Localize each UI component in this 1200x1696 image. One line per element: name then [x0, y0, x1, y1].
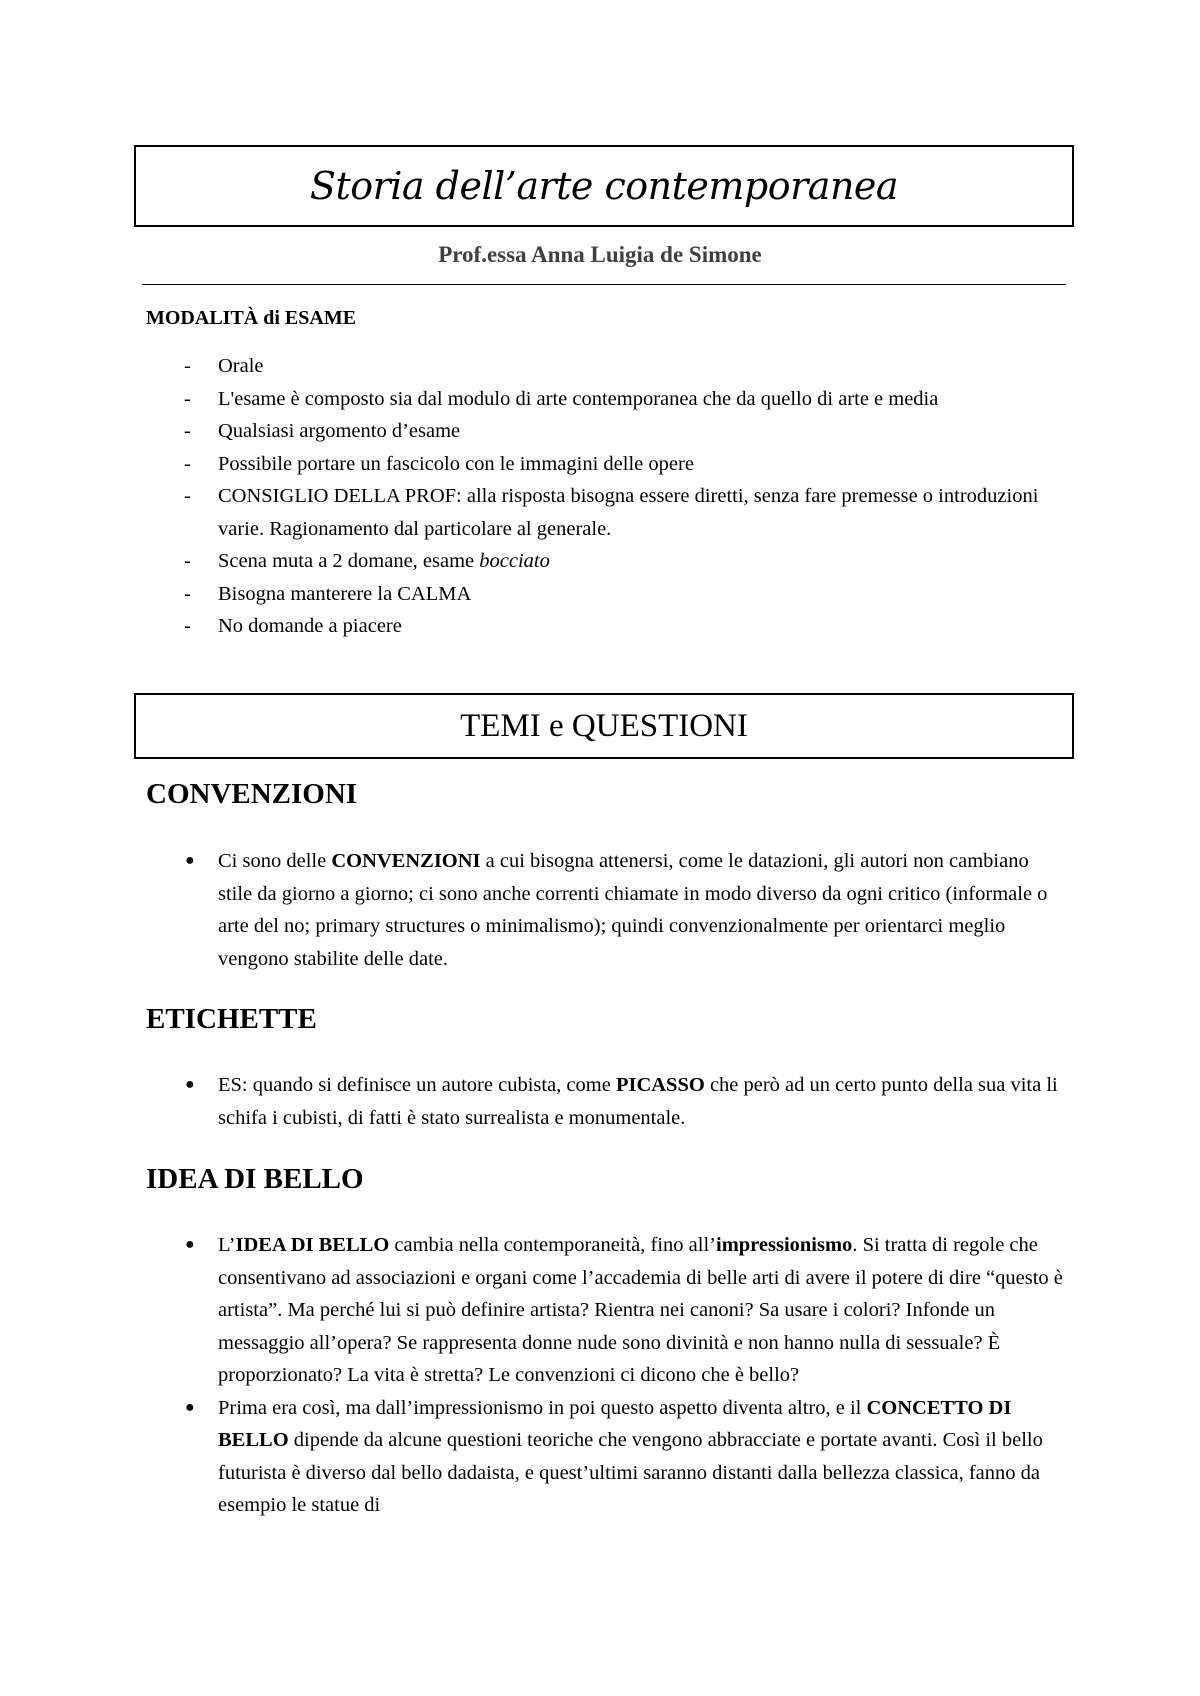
themes-box	[134, 693, 1074, 759]
section-title-etichette: ETICHETTE	[146, 1003, 317, 1035]
dash-marker: -	[184, 387, 191, 410]
bullet-item: ● L’IDEA DI BELLO cambia nella contemporaneità, fino all’impressionismo. Si tratta di regole che consentivano ad associazioni e organi come l’accademia di belle arti di avere il potere di dire “questo è artista”. Ma perché lui si può definire artista? Rientra nei canoni? Sa usare i colori? Infonde un messaggio all’opera? Se rappresenta donne nude sono divinità e non hanno nulla di sessuale? È proporzionato? La vita è stretta? Le convenzioni ci dicono che è bello?	[146, 1229, 1066, 1392]
bullet-marker: ●	[185, 1076, 195, 1093]
bullet-item: ● Prima era così, ma dall’impressionismo in poi questo aspetto diventa altro, e il CONCETTO DI BELLO dipende da alcune questioni teoriche che vengono abbracciate e portate avanti. Così il bello futurista è diverso dal bello dadaista, e quest’ultimi saranno distanti dalla bellezza classica, fanno da esempio le statue di	[146, 1392, 1066, 1522]
dash-marker: -	[184, 582, 191, 605]
exam-list	[146, 350, 1066, 643]
themes-heading: TEMI e QUESTIONI	[460, 707, 748, 744]
exam-item: - No domande a piacere	[146, 610, 1066, 643]
bullet-marker: ●	[185, 852, 195, 869]
italic-text: bocciato	[479, 550, 550, 572]
exam-heading: MODALITÀ di ESAME	[146, 307, 357, 329]
bullet-item: ● Ci sono delle CONVENZIONI a cui bisogna attenersi, come le datazioni, gli autori non cambiano stile da giorno a giorno; ci sono anche correnti chiamate in modo diverso da ogni critico (informale o arte del no; primary structures o minimalismo); quindi convenzionalmente per orientarci meglio vengono stabilite delle date.	[146, 845, 1066, 975]
exam-item: - CONSIGLIO DELLA PROF: alla risposta bisogna essere diretti, senza fare premesse o introduzioni varie. Ragionamento dal particolare al generale.	[146, 480, 1066, 545]
bold-text: CONVENZIONI	[331, 850, 481, 872]
bullet-item: ● ES: quando si definisce un autore cubista, come PICASSO che però ad un certo punto della sua vita li schifa i cubisti, di fatti è stato surrealista e monumentale.	[146, 1069, 1066, 1134]
dash-marker: -	[184, 615, 191, 637]
bullet-marker: ●	[185, 1236, 195, 1253]
section-title-idea-di-bello: IDEA DI BELLO	[146, 1163, 364, 1195]
bold-text: IDEA DI BELLO	[235, 1234, 390, 1256]
exam-item: - L'esame è composto sia dal modulo di arte contemporanea che da quello di arte e media	[146, 383, 1066, 416]
idea-di-bello-list	[146, 1229, 1066, 1522]
exam-item: - Orale	[146, 350, 1066, 383]
course-title: Storia dell’arte contemporanea	[309, 164, 899, 208]
title-box	[134, 145, 1074, 227]
dash-marker: -	[184, 452, 191, 475]
exam-item: - Scena muta a 2 domane, esame bocciato	[146, 545, 1066, 578]
professor-name: Prof.essa Anna Luigia de Simone	[438, 242, 762, 267]
dash-marker: -	[184, 420, 191, 442]
section-title-convenzioni: CONVENZIONI	[146, 778, 358, 810]
horizontal-rule	[142, 284, 1066, 285]
dash-marker: -	[184, 550, 191, 572]
bullet-marker: ●	[185, 1398, 195, 1416]
dash-marker: -	[184, 355, 191, 377]
exam-item: - Bisogna manterere la CALMA	[146, 578, 1066, 611]
bold-text: PICASSO	[615, 1074, 705, 1096]
exam-item: - Possibile portare un fascicolo con le immagini delle opere	[146, 448, 1066, 481]
bold-text: CONCETTO DI BELLO	[218, 1396, 1012, 1451]
convenzioni-list	[146, 845, 1066, 975]
etichette-list	[146, 1069, 1066, 1134]
bold-text: impressionismo	[716, 1234, 853, 1256]
exam-item: - Qualsiasi argomento d’esame	[146, 415, 1066, 448]
dash-marker: -	[184, 485, 191, 507]
